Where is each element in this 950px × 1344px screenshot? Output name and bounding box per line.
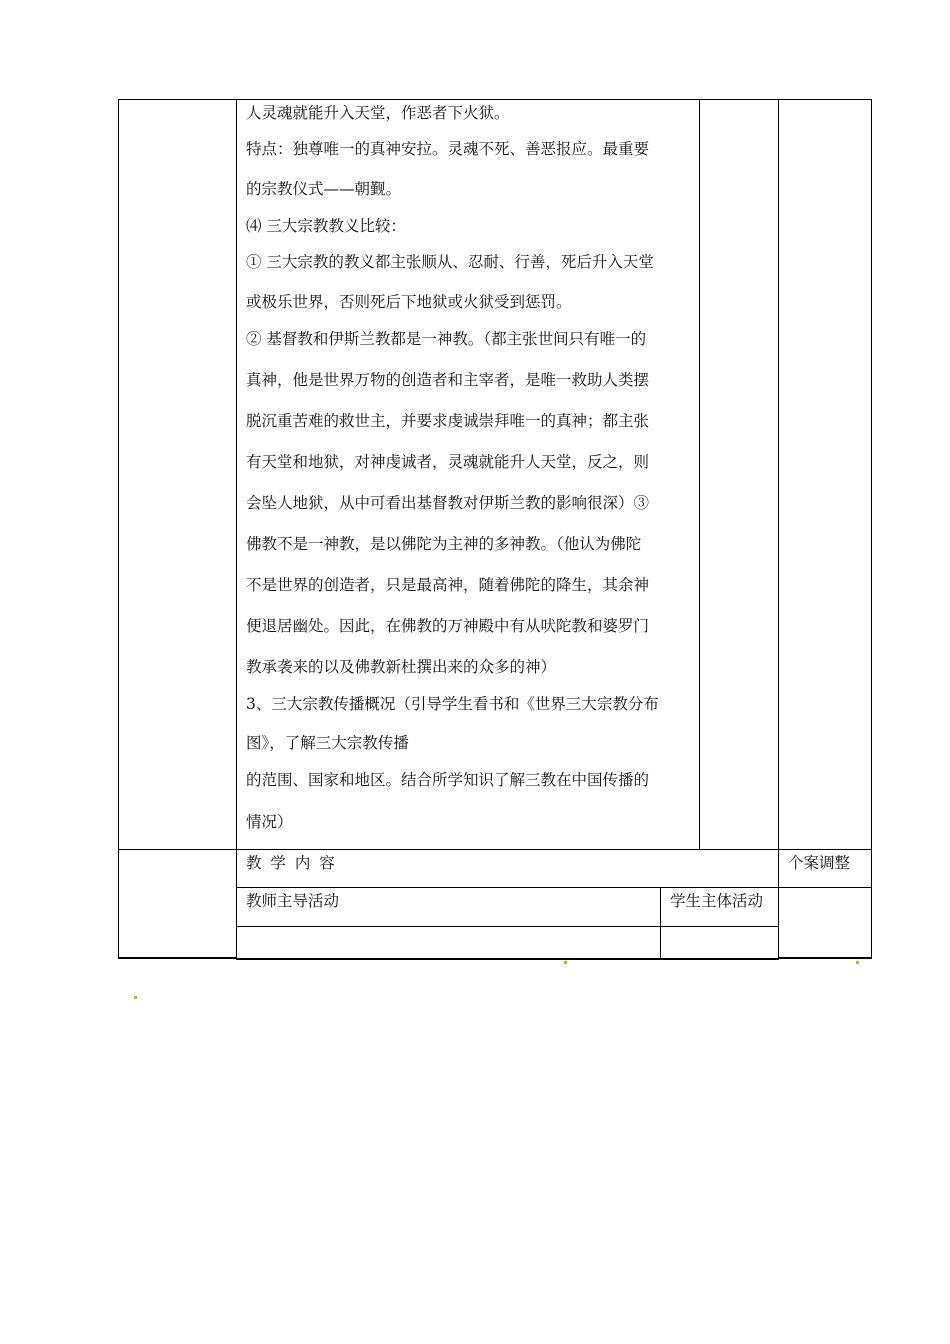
- table-bottom-border-left: [118, 957, 237, 959]
- content-line: ② 基督教和伊斯兰教都是一神教。（都主张世间只有唯一的: [246, 330, 647, 348]
- content-line: 的宗教仪式——朝觐。: [246, 180, 402, 198]
- artifact-dot: [134, 996, 137, 999]
- content-line: 图》，了解三大宗教传播: [246, 734, 409, 752]
- teaching-content-header: 教 学 内 容: [246, 854, 335, 872]
- content-line: 有天堂和地狱，对神虔诚者，灵魂就能升人天堂，反之，则: [246, 453, 650, 471]
- teacher-activity-header: 教师主导活动: [246, 892, 340, 910]
- row-divider-1: [118, 849, 872, 850]
- table-right-border: [871, 99, 872, 958]
- content-line: ① 三大宗教的教义都主张顺从、忍耐、行善，死后升入天堂: [246, 253, 654, 271]
- content-line: 情况）: [246, 813, 293, 831]
- column-divider-1: [236, 99, 237, 960]
- table-left-border: [118, 99, 119, 958]
- content-line: 3、三大宗教传播概况（引导学生看书和《世界三大宗教分布: [246, 695, 659, 713]
- row-divider-2: [236, 887, 872, 888]
- artifact-dot: [856, 961, 859, 964]
- content-line: 不是世界的创造者，只是最高神，随着佛陀的降生，其余神: [246, 576, 650, 594]
- content-line: ⑷ 三大宗教教义比较：: [246, 217, 406, 235]
- content-line: 或极乐世界，否则死后下地狱或火狱受到惩罚。: [246, 293, 572, 311]
- table-bottom-border-right: [778, 957, 872, 959]
- case-adjustment-header: 个案调整: [788, 854, 851, 872]
- student-activity-header: 学生主体活动: [670, 892, 764, 910]
- content-line: 便退居幽处。因此，在佛教的万神殿中有从吠陀教和婆罗门: [246, 617, 650, 635]
- artifact-dot: [564, 961, 567, 964]
- row-divider-3: [236, 926, 779, 927]
- column-divider-teacher-student: [660, 887, 661, 960]
- column-divider-3: [778, 99, 779, 960]
- content-line: 人灵魂就能升入天堂，作恶者下火狱。: [246, 104, 510, 122]
- content-line: 特点：独尊唯一的真神安拉。灵魂不死、善恶报应。最重要: [246, 140, 650, 158]
- table-top-border: [118, 99, 872, 100]
- table-bottom-border-middle: [236, 958, 779, 960]
- content-line: 佛教不是一神教，是以佛陀为主神的多神教。（他认为佛陀: [246, 535, 642, 553]
- content-line: 脱沉重苦难的救世主，并要求虔诚崇拜唯一的真神；都主张: [246, 412, 650, 430]
- content-line: 的范围、国家和地区。结合所学知识了解三教在中国传播的: [246, 771, 650, 789]
- content-line: 会坠人地狱，从中可看出基督教对伊斯兰教的影响很深）③: [246, 494, 650, 512]
- content-line: 真神，他是世界万物的创造者和主宰者，是唯一救助人类摆: [246, 371, 650, 389]
- content-line: 教承袭来的以及佛教新杜撰出来的众多的神）: [246, 658, 557, 676]
- column-divider-2: [699, 99, 700, 849]
